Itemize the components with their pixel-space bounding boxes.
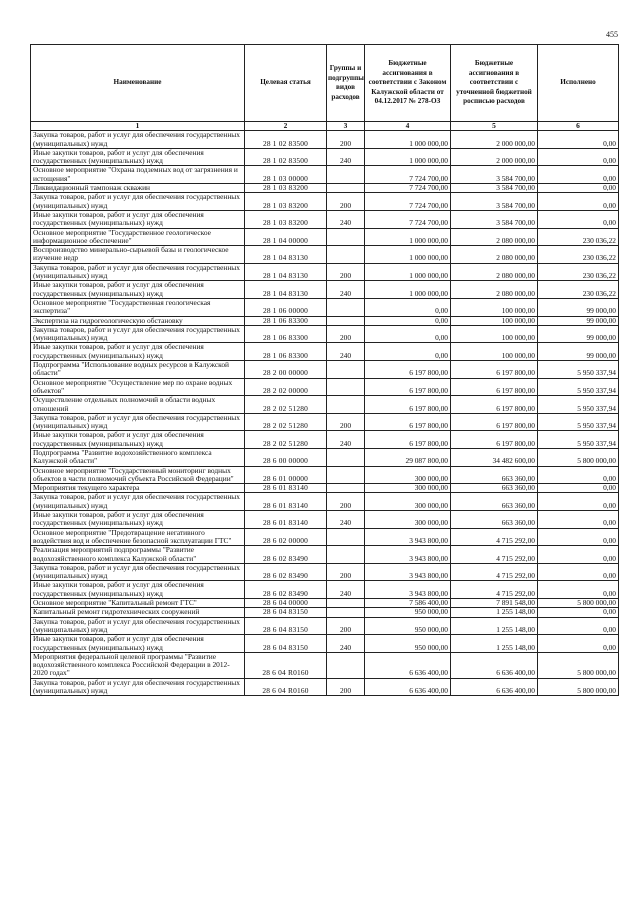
law-amount-cell: 950 000,00 — [365, 635, 451, 653]
table-row — [31, 546, 619, 564]
table-row — [31, 413, 619, 431]
target-article-cell: 28 2 00 00000 — [245, 361, 327, 379]
table-row — [31, 193, 619, 211]
target-article-cell: 28 1 03 83200 — [245, 210, 327, 228]
law-amount-cell: 0,00 — [365, 325, 451, 343]
law-amount-cell: 1 000 000,00 — [365, 148, 451, 166]
refined-amount-cell: 6 197 800,00 — [451, 378, 538, 396]
row-name-cell: Иные закупки товаров, работ и услуг для обеспечения государственных (муниципальных) нужд — [31, 511, 245, 529]
row-name-cell: Закупка товаров, работ и услуг для обеспечения государственных (муниципальных) нужд — [31, 131, 245, 149]
expense-group-cell: 240 — [327, 431, 365, 449]
table-row — [31, 511, 619, 529]
refined-amount-cell: 1 255 148,00 — [451, 635, 538, 653]
table-row — [31, 298, 619, 316]
expense-group-cell — [327, 166, 365, 184]
target-article-cell: 28 1 06 83300 — [245, 316, 327, 325]
executed-amount-cell: 5 950 337,94 — [538, 396, 619, 414]
row-name-cell: Иные закупки товаров, работ и услуг для обеспечения государственных (муниципальных) нужд — [31, 343, 245, 361]
expense-group-cell: 200 — [327, 131, 365, 149]
table-row — [31, 166, 619, 184]
law-amount-cell: 7 724 700,00 — [365, 166, 451, 184]
table-row — [31, 528, 619, 546]
expense-group-cell: 240 — [327, 210, 365, 228]
table-row — [31, 635, 619, 653]
table-row — [31, 466, 619, 484]
row-name-cell: Закупка товаров, работ и услуг для обеспечения государственных (муниципальных) нужд — [31, 413, 245, 431]
law-amount-cell: 300 000,00 — [365, 511, 451, 529]
target-article-cell: 28 1 03 00000 — [245, 166, 327, 184]
refined-amount-cell: 100 000,00 — [451, 343, 538, 361]
law-amount-cell: 300 000,00 — [365, 493, 451, 511]
executed-amount-cell: 5 800 000,00 — [538, 652, 619, 678]
executed-amount-cell: 0,00 — [538, 210, 619, 228]
target-article-cell: 28 1 06 00000 — [245, 298, 327, 316]
refined-amount-cell: 3 584 700,00 — [451, 166, 538, 184]
row-name-cell: Подпрограмма "Использование водных ресурсов в Калужской области" — [31, 361, 245, 379]
expense-group-cell: 240 — [327, 343, 365, 361]
table-row — [31, 431, 619, 449]
executed-amount-cell: 5 950 337,94 — [538, 431, 619, 449]
executed-amount-cell: 230 036,22 — [538, 263, 619, 281]
table-row — [31, 396, 619, 414]
executed-amount-cell: 99 000,00 — [538, 316, 619, 325]
refined-amount-cell: 663 360,00 — [451, 511, 538, 529]
expense-group-cell: 240 — [327, 148, 365, 166]
refined-amount-cell: 2 000 000,00 — [451, 131, 538, 149]
table-row — [31, 678, 619, 696]
row-name-cell: Основное мероприятие "Охрана подземных вод от загрязнения и истощения" — [31, 166, 245, 184]
target-article-cell: 28 1 02 83500 — [245, 131, 327, 149]
expense-group-cell: 240 — [327, 581, 365, 599]
law-amount-cell: 3 943 800,00 — [365, 528, 451, 546]
law-amount-cell: 1 000 000,00 — [365, 263, 451, 281]
table-row — [31, 210, 619, 228]
law-amount-cell: 1 000 000,00 — [365, 281, 451, 299]
row-name-cell: Закупка товаров, работ и услуг для обеспечения государственных (муниципальных) нужд — [31, 617, 245, 635]
refined-amount-cell: 6 197 800,00 — [451, 413, 538, 431]
table-row — [31, 184, 619, 193]
law-amount-cell: 6 197 800,00 — [365, 361, 451, 379]
row-name-cell: Закупка товаров, работ и услуг для обеспечения государственных (муниципальных) нужд — [31, 263, 245, 281]
row-name-cell: Иные закупки товаров, работ и услуг для обеспечения государственных (муниципальных) нужд — [31, 210, 245, 228]
target-article-cell: 28 2 02 51280 — [245, 396, 327, 414]
refined-amount-cell: 2 080 000,00 — [451, 281, 538, 299]
refined-amount-cell: 2 080 000,00 — [451, 263, 538, 281]
row-name-cell: Воспроизводство минерально-сырьевой базы и геологическое изучение недр — [31, 246, 245, 264]
target-article-cell: 28 1 04 83130 — [245, 281, 327, 299]
target-article-cell: 28 6 04 83150 — [245, 635, 327, 653]
expense-group-cell: 200 — [327, 193, 365, 211]
expense-group-cell — [327, 184, 365, 193]
target-article-cell: 28 1 04 83130 — [245, 263, 327, 281]
expense-group-cell: 200 — [327, 413, 365, 431]
table-row — [31, 361, 619, 379]
executed-amount-cell: 5 950 337,94 — [538, 378, 619, 396]
law-amount-cell: 6 636 400,00 — [365, 652, 451, 678]
target-article-cell: 28 6 04 00000 — [245, 599, 327, 608]
expense-group-cell — [327, 484, 365, 493]
expense-group-cell — [327, 298, 365, 316]
row-name-cell: Основное мероприятие "Государственный мониторинг водных объектов в части полномочий субъекта Российской Федерации" — [31, 466, 245, 484]
expense-group-cell — [327, 378, 365, 396]
expense-group-cell — [327, 608, 365, 617]
refined-amount-cell: 6 636 400,00 — [451, 652, 538, 678]
header-target: Целевая статья — [245, 45, 327, 122]
expense-group-cell: 240 — [327, 281, 365, 299]
column-number-row — [31, 122, 619, 131]
law-amount-cell: 7 724 700,00 — [365, 210, 451, 228]
executed-amount-cell: 230 036,22 — [538, 281, 619, 299]
expense-group-cell — [327, 396, 365, 414]
table-row — [31, 148, 619, 166]
header-row — [31, 45, 619, 122]
law-amount-cell: 0,00 — [365, 298, 451, 316]
target-article-cell: 28 1 04 83130 — [245, 246, 327, 264]
target-article-cell: 28 1 04 00000 — [245, 228, 327, 246]
header-group: Группы и подгруппы видов расходов — [327, 45, 365, 122]
executed-amount-cell: 0,00 — [538, 131, 619, 149]
table-row — [31, 228, 619, 246]
target-article-cell: 28 6 02 83490 — [245, 581, 327, 599]
executed-amount-cell: 0,00 — [538, 581, 619, 599]
table-row — [31, 448, 619, 466]
expense-group-cell — [327, 652, 365, 678]
executed-amount-cell: 0,00 — [538, 166, 619, 184]
executed-amount-cell: 99 000,00 — [538, 343, 619, 361]
target-article-cell: 28 1 02 83500 — [245, 148, 327, 166]
row-name-cell: Иные закупки товаров, работ и услуг для обеспечения государственных (муниципальных) нужд — [31, 581, 245, 599]
row-name-cell: Подпрограмма "Развитие водохозяйственного комплекса Калужской области" — [31, 448, 245, 466]
target-article-cell: 28 1 06 83300 — [245, 343, 327, 361]
refined-amount-cell: 3 584 700,00 — [451, 210, 538, 228]
executed-amount-cell: 0,00 — [538, 193, 619, 211]
law-amount-cell: 300 000,00 — [365, 466, 451, 484]
expense-group-cell: 200 — [327, 617, 365, 635]
table-row — [31, 581, 619, 599]
expense-group-cell — [327, 228, 365, 246]
table-row — [31, 652, 619, 678]
executed-amount-cell: 230 036,22 — [538, 228, 619, 246]
law-amount-cell: 7 586 400,00 — [365, 599, 451, 608]
expense-group-cell: 240 — [327, 511, 365, 529]
law-amount-cell: 300 000,00 — [365, 484, 451, 493]
refined-amount-cell: 7 891 548,00 — [451, 599, 538, 608]
row-name-cell: Основное мероприятие "Капитальный ремонт ГТС" — [31, 599, 245, 608]
target-article-cell: 28 6 04 83150 — [245, 617, 327, 635]
refined-amount-cell: 3 584 700,00 — [451, 184, 538, 193]
refined-amount-cell: 100 000,00 — [451, 298, 538, 316]
expense-group-cell: 200 — [327, 563, 365, 581]
row-name-cell: Осуществление отдельных полномочий в области водных отношений — [31, 396, 245, 414]
executed-amount-cell: 0,00 — [538, 148, 619, 166]
expense-group-cell — [327, 448, 365, 466]
header-refined: Бюджетные ассигнования в соответствии с уточненной бюджетной росписью расходов — [451, 45, 538, 122]
law-amount-cell: 29 087 800,00 — [365, 448, 451, 466]
executed-amount-cell: 0,00 — [538, 617, 619, 635]
executed-amount-cell: 0,00 — [538, 546, 619, 564]
target-article-cell: 28 6 02 00000 — [245, 528, 327, 546]
expense-group-cell — [327, 316, 365, 325]
row-name-cell: Закупка товаров, работ и услуг для обеспечения государственных (муниципальных) нужд — [31, 563, 245, 581]
target-article-cell: 28 6 01 83140 — [245, 493, 327, 511]
table-row — [31, 493, 619, 511]
refined-amount-cell: 2 000 000,00 — [451, 148, 538, 166]
executed-amount-cell: 99 000,00 — [538, 325, 619, 343]
law-amount-cell: 1 000 000,00 — [365, 228, 451, 246]
executed-amount-cell: 0,00 — [538, 484, 619, 493]
target-article-cell: 28 1 03 83200 — [245, 193, 327, 211]
law-amount-cell: 6 197 800,00 — [365, 396, 451, 414]
table-row — [31, 617, 619, 635]
expense-group-cell: 200 — [327, 493, 365, 511]
table-row — [31, 281, 619, 299]
expense-group-cell — [327, 599, 365, 608]
law-amount-cell: 6 197 800,00 — [365, 413, 451, 431]
refined-amount-cell: 4 715 292,00 — [451, 563, 538, 581]
executed-amount-cell: 5 800 000,00 — [538, 599, 619, 608]
executed-amount-cell: 5 800 000,00 — [538, 678, 619, 696]
refined-amount-cell: 100 000,00 — [451, 325, 538, 343]
column-number: 4 — [365, 122, 451, 131]
row-name-cell: Капитальный ремонт гидротехнических сооружений — [31, 608, 245, 617]
row-name-cell: Закупка товаров, работ и услуг для обеспечения государственных (муниципальных) нужд — [31, 678, 245, 696]
target-article-cell: 28 6 01 83140 — [245, 511, 327, 529]
row-name-cell: Иные закупки товаров, работ и услуг для обеспечения государственных (муниципальных) нужд — [31, 635, 245, 653]
law-amount-cell: 3 943 800,00 — [365, 546, 451, 564]
expense-group-cell: 200 — [327, 678, 365, 696]
column-number: 6 — [538, 122, 619, 131]
row-name-cell: Основное мероприятие "Осуществление мер по охране водных объектов" — [31, 378, 245, 396]
executed-amount-cell: 0,00 — [538, 635, 619, 653]
executed-amount-cell: 230 036,22 — [538, 246, 619, 264]
row-name-cell: Иные закупки товаров, работ и услуг для обеспечения государственных (муниципальных) нужд — [31, 281, 245, 299]
expense-group-cell — [327, 466, 365, 484]
law-amount-cell: 950 000,00 — [365, 617, 451, 635]
row-name-cell: Экспертиза на гидрогеологическую обстановку — [31, 316, 245, 325]
executed-amount-cell: 0,00 — [538, 511, 619, 529]
law-amount-cell: 7 724 700,00 — [365, 184, 451, 193]
table-row — [31, 131, 619, 149]
row-name-cell: Основное мероприятие "Государственная геологическая экспертиза" — [31, 298, 245, 316]
target-article-cell: 28 6 04 R0160 — [245, 652, 327, 678]
refined-amount-cell: 34 482 600,00 — [451, 448, 538, 466]
executed-amount-cell: 99 000,00 — [538, 298, 619, 316]
refined-amount-cell: 6 197 800,00 — [451, 431, 538, 449]
page-number: 455 — [606, 30, 618, 39]
executed-amount-cell: 0,00 — [538, 493, 619, 511]
header-executed: Исполнено — [538, 45, 619, 122]
row-name-cell: Закупка товаров, работ и услуг для обеспечения государственных (муниципальных) нужд — [31, 493, 245, 511]
target-article-cell: 28 6 02 83490 — [245, 546, 327, 564]
law-amount-cell: 1 000 000,00 — [365, 131, 451, 149]
row-name-cell: Закупка товаров, работ и услуг для обеспечения государственных (муниципальных) нужд — [31, 325, 245, 343]
law-amount-cell: 3 943 800,00 — [365, 563, 451, 581]
refined-amount-cell: 1 255 148,00 — [451, 608, 538, 617]
table-row — [31, 325, 619, 343]
expense-group-cell: 200 — [327, 325, 365, 343]
law-amount-cell: 0,00 — [365, 316, 451, 325]
refined-amount-cell: 1 255 148,00 — [451, 617, 538, 635]
table-row — [31, 563, 619, 581]
refined-amount-cell: 6 197 800,00 — [451, 361, 538, 379]
executed-amount-cell: 0,00 — [538, 528, 619, 546]
refined-amount-cell: 2 080 000,00 — [451, 228, 538, 246]
executed-amount-cell: 5 950 337,94 — [538, 413, 619, 431]
law-amount-cell: 1 000 000,00 — [365, 246, 451, 264]
row-name-cell: Закупка товаров, работ и услуг для обеспечения государственных (муниципальных) нужд — [31, 193, 245, 211]
target-article-cell: 28 6 01 00000 — [245, 466, 327, 484]
table-row — [31, 316, 619, 325]
row-name-cell: Иные закупки товаров, работ и услуг для обеспечения государственных (муниципальных) нужд — [31, 148, 245, 166]
refined-amount-cell: 6 636 400,00 — [451, 678, 538, 696]
refined-amount-cell: 663 360,00 — [451, 493, 538, 511]
row-name-cell: Иные закупки товаров, работ и услуг для обеспечения государственных (муниципальных) нужд — [31, 431, 245, 449]
refined-amount-cell: 3 584 700,00 — [451, 193, 538, 211]
law-amount-cell: 6 197 800,00 — [365, 431, 451, 449]
law-amount-cell: 950 000,00 — [365, 608, 451, 617]
table-row — [31, 343, 619, 361]
refined-amount-cell: 100 000,00 — [451, 316, 538, 325]
executed-amount-cell: 0,00 — [538, 608, 619, 617]
executed-amount-cell: 0,00 — [538, 563, 619, 581]
target-article-cell: 28 6 00 00000 — [245, 448, 327, 466]
executed-amount-cell: 5 800 000,00 — [538, 448, 619, 466]
budget-table — [30, 44, 619, 696]
refined-amount-cell: 663 360,00 — [451, 466, 538, 484]
header-law: Бюджетные ассигнования в соответствии с Законом Калужской области от 04.12.2017 № 278-ОЗ — [365, 45, 451, 122]
expense-group-cell — [327, 361, 365, 379]
target-article-cell: 28 6 02 83490 — [245, 563, 327, 581]
target-article-cell: 28 2 02 51280 — [245, 431, 327, 449]
expense-group-cell — [327, 546, 365, 564]
row-name-cell: Основное мероприятие "Предотвращение негативного воздействия вод и обеспечение безопасной эксплуатации ГТС" — [31, 528, 245, 546]
law-amount-cell: 6 197 800,00 — [365, 378, 451, 396]
column-number: 3 — [327, 122, 365, 131]
law-amount-cell: 3 943 800,00 — [365, 581, 451, 599]
target-article-cell: 28 6 01 83140 — [245, 484, 327, 493]
expense-group-cell: 200 — [327, 263, 365, 281]
row-name-cell: Ликвидационный тампонаж скважин — [31, 184, 245, 193]
refined-amount-cell: 2 080 000,00 — [451, 246, 538, 264]
header-name: Наименование — [31, 45, 245, 122]
table-row — [31, 484, 619, 493]
executed-amount-cell: 5 950 337,94 — [538, 361, 619, 379]
executed-amount-cell: 0,00 — [538, 184, 619, 193]
table-row — [31, 246, 619, 264]
row-name-cell: Реализация мероприятий подпрограммы "Развитие водохозяйственного комплекса Калужской области" — [31, 546, 245, 564]
law-amount-cell: 7 724 700,00 — [365, 193, 451, 211]
expense-group-cell: 240 — [327, 635, 365, 653]
refined-amount-cell: 4 715 292,00 — [451, 546, 538, 564]
refined-amount-cell: 4 715 292,00 — [451, 581, 538, 599]
law-amount-cell: 0,00 — [365, 343, 451, 361]
table-row — [31, 599, 619, 608]
row-name-cell: Основное мероприятие "Государственное геологическое информационное обеспечение" — [31, 228, 245, 246]
target-article-cell: 28 2 02 00000 — [245, 378, 327, 396]
table-row — [31, 378, 619, 396]
target-article-cell: 28 1 06 83300 — [245, 325, 327, 343]
column-number: 5 — [451, 122, 538, 131]
refined-amount-cell: 663 360,00 — [451, 484, 538, 493]
target-article-cell: 28 1 03 83200 — [245, 184, 327, 193]
table-row — [31, 608, 619, 617]
table-row — [31, 263, 619, 281]
target-article-cell: 28 2 02 51280 — [245, 413, 327, 431]
refined-amount-cell: 6 197 800,00 — [451, 396, 538, 414]
refined-amount-cell: 4 715 292,00 — [451, 528, 538, 546]
executed-amount-cell: 0,00 — [538, 466, 619, 484]
law-amount-cell: 6 636 400,00 — [365, 678, 451, 696]
target-article-cell: 28 6 04 R0160 — [245, 678, 327, 696]
table-body — [31, 131, 619, 696]
row-name-cell: Мероприятия текущего характера — [31, 484, 245, 493]
expense-group-cell — [327, 528, 365, 546]
row-name-cell: Мероприятия федеральной целевой программы "Развитие водохозяйственного комплекса Российской Федерации в 2012-2020 годах" — [31, 652, 245, 678]
column-number: 2 — [245, 122, 327, 131]
target-article-cell: 28 6 04 83150 — [245, 608, 327, 617]
expense-group-cell — [327, 246, 365, 264]
column-number: 1 — [31, 122, 245, 131]
